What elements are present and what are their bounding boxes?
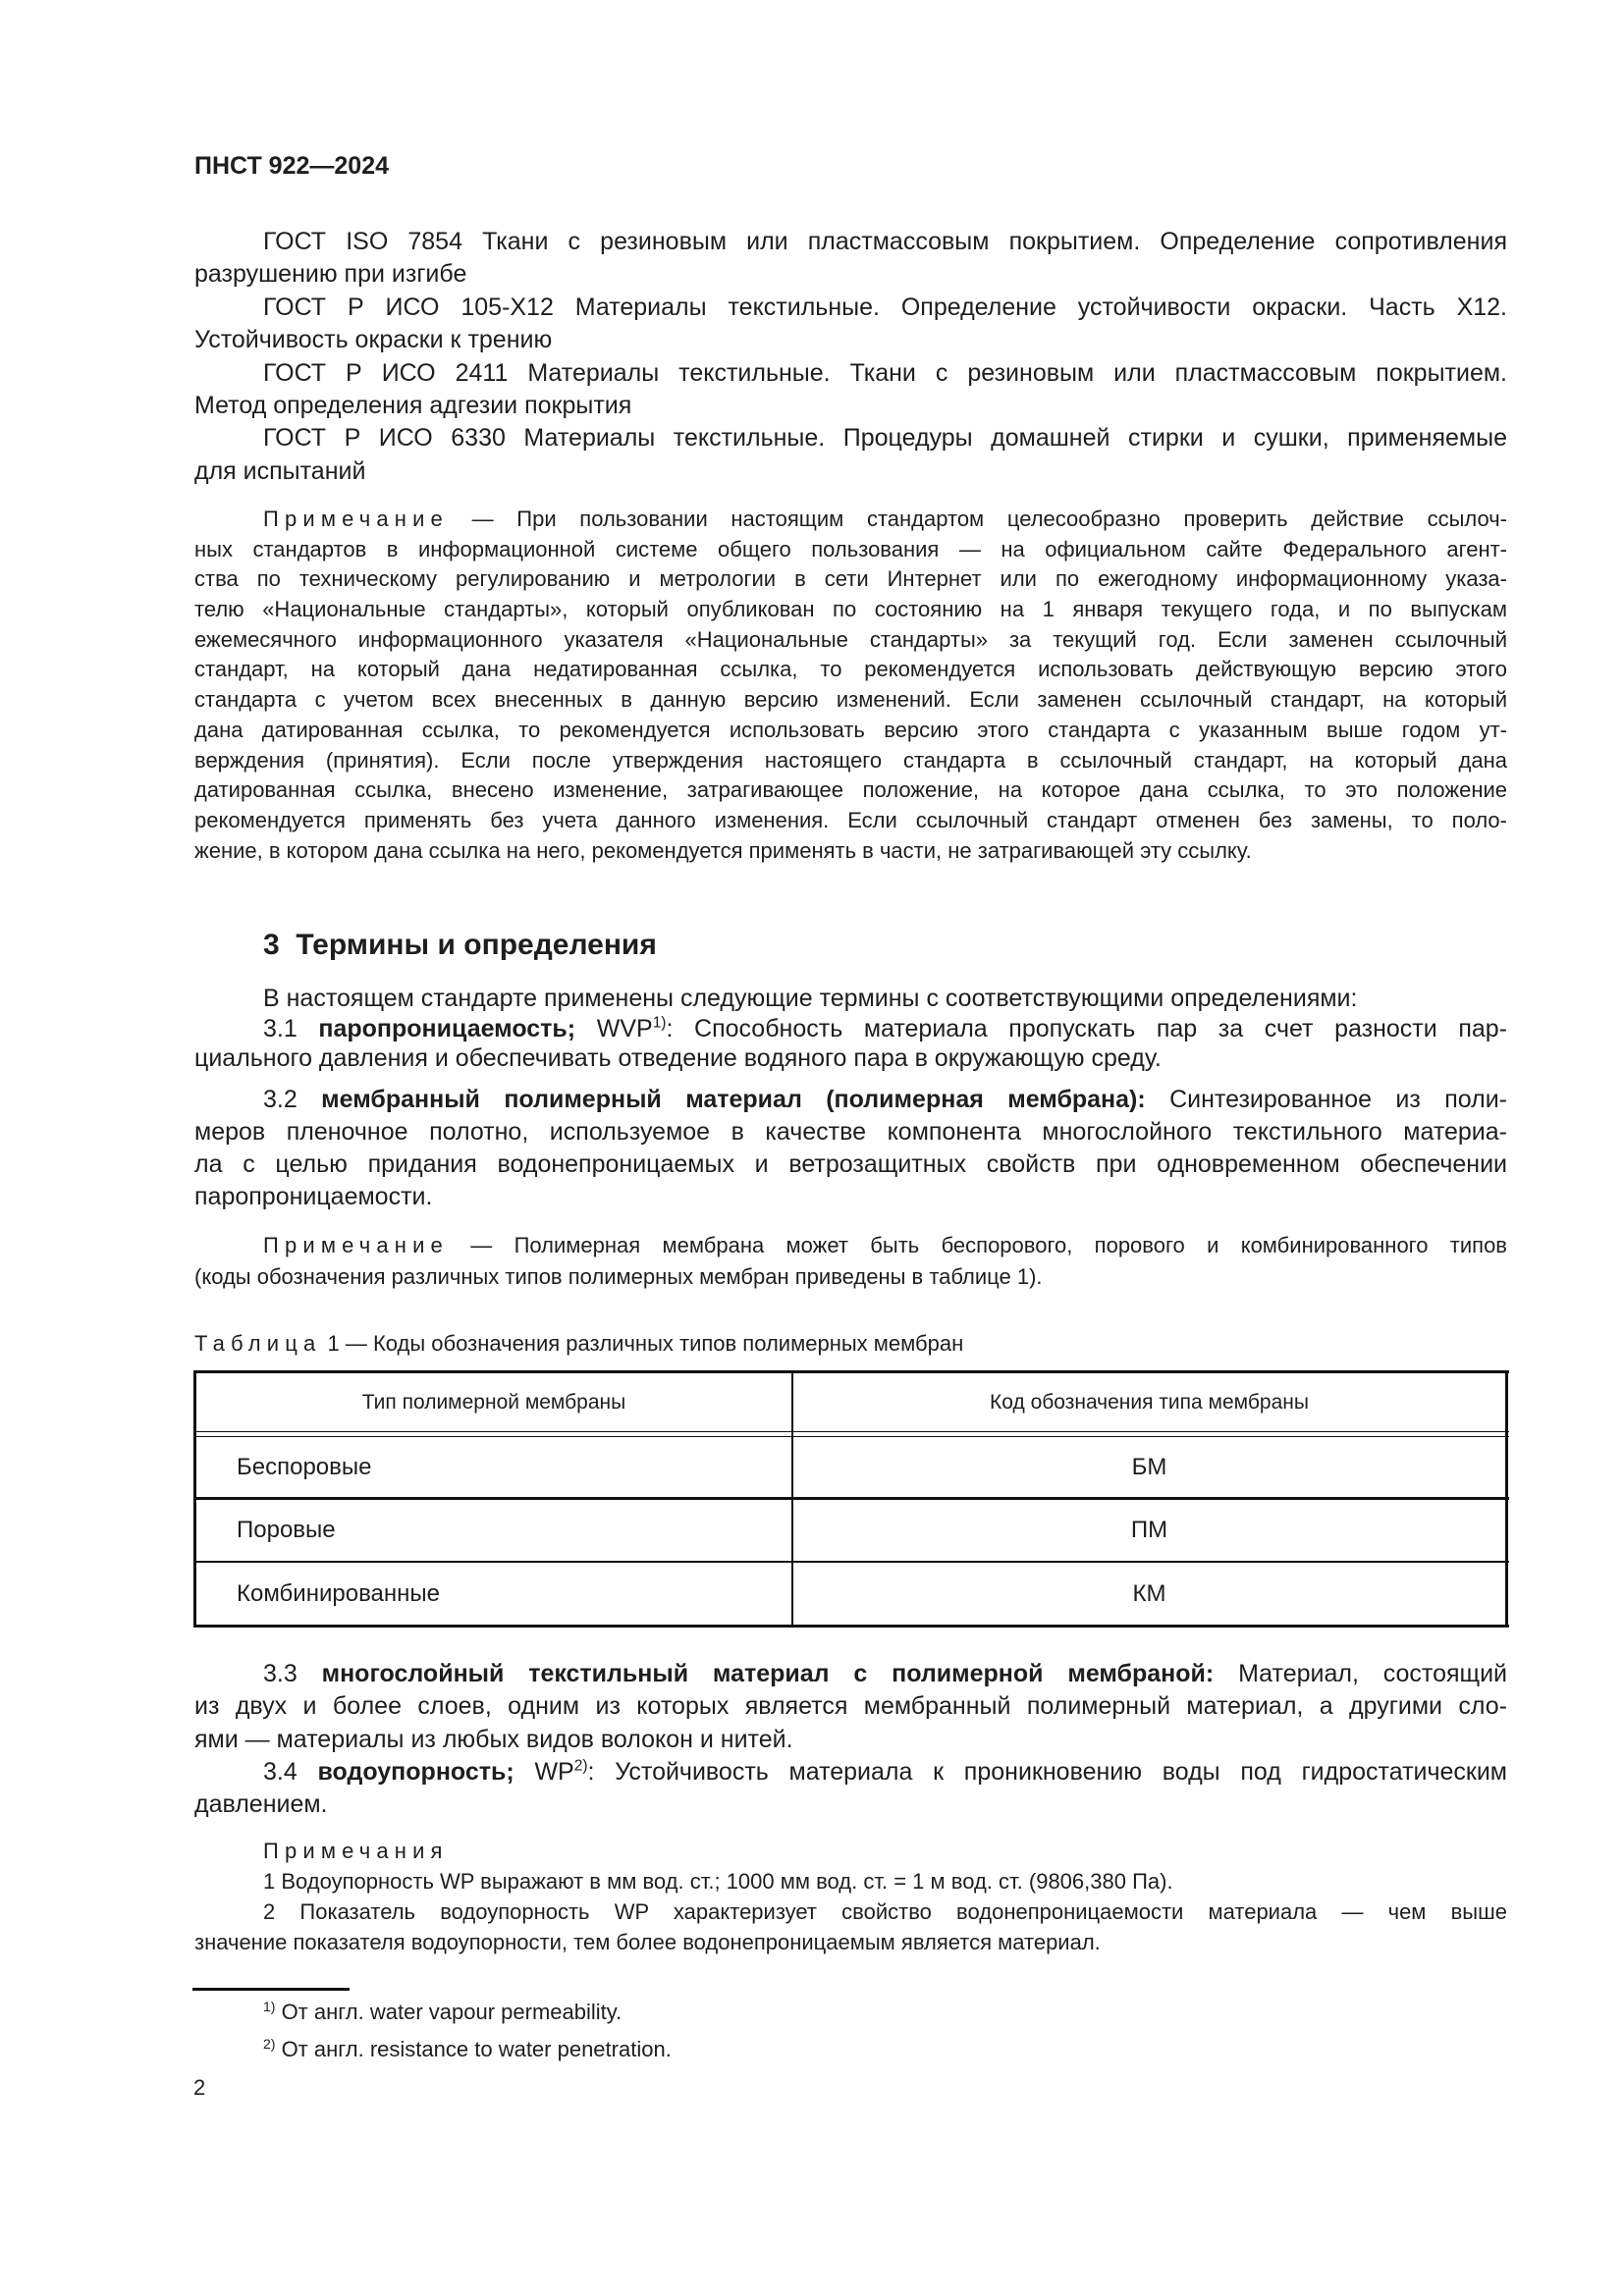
footnote-separator bbox=[192, 1988, 350, 1991]
section-heading: 3 Термины и определения bbox=[263, 929, 657, 961]
text-segment: 3.4 bbox=[263, 1757, 318, 1786]
text-segment: ГОСТ Р ИСО 2411 Материалы текстильные. Ткани с резиновым или пластмассовым покрытием. bbox=[263, 358, 1507, 387]
text-line bbox=[194, 1927, 1507, 1957]
table-caption-text: 1 — Коды обозначения различных типов полимерных мембран bbox=[321, 1331, 964, 1356]
notes-water-resistance bbox=[194, 1836, 1507, 1957]
footnote-mark: 1) bbox=[263, 1999, 276, 2014]
text-segment: Материал, состоящий bbox=[1214, 1660, 1507, 1687]
text-line bbox=[194, 625, 1507, 656]
table-border-bottom bbox=[193, 1625, 1509, 1628]
text-line bbox=[194, 1084, 1507, 1116]
text-line bbox=[194, 1690, 1507, 1723]
text-line bbox=[194, 1724, 1507, 1756]
text-line bbox=[194, 775, 1507, 806]
text-segment: Синтезированное из поли- bbox=[1145, 1086, 1507, 1113]
footnote-ref: 2) bbox=[573, 1757, 588, 1775]
text-line bbox=[194, 1148, 1507, 1181]
text-segment: 3.2 bbox=[263, 1086, 322, 1113]
table-header-type: Тип полимерной мембраны bbox=[361, 1390, 626, 1414]
text-line bbox=[194, 324, 1507, 356]
note-membrane bbox=[194, 1230, 1507, 1293]
document-code: ПНСТ 922—2024 bbox=[194, 152, 389, 180]
footnote-text: От англ. resistance to water penetration. bbox=[275, 2037, 672, 2061]
term-name: многослойный текстильный материал с полимерной мембраной: bbox=[321, 1660, 1215, 1687]
text-segment: паропроницаемости. bbox=[194, 1183, 433, 1210]
table-header-code: Код обозначения типа мембраны bbox=[990, 1390, 1309, 1414]
text-segment: из двух и более слоев, одним из которых является мембранный полимерный материал, а другими сло- bbox=[194, 1692, 1507, 1721]
text-segment: 3.1 bbox=[263, 1014, 319, 1042]
footnote-ref: 1) bbox=[652, 1013, 667, 1031]
spaced-label: Примечание bbox=[263, 1233, 449, 1257]
text-segment: меров пленочное полотно, используемое в качестве компонента многослойного текстильного материа- bbox=[194, 1118, 1507, 1146]
text-line bbox=[194, 1181, 1507, 1213]
text-segment: рекомендуется применять без учета данного изменения. Если ссылочный стандарт отменен без замены, то поло- bbox=[194, 807, 1507, 832]
text-segment: ГОСТ Р ИСО 105-X12 Материалы текстильные. Определение устойчивости окраски. Часть X12. bbox=[263, 293, 1507, 321]
text-segment: 2 Показатель водоупорность WP характеризует свойство водонепроницаемости материала — чем выше bbox=[263, 1899, 1507, 1924]
term-3-2 bbox=[194, 1084, 1507, 1213]
text-segment: Метод определения адгезии покрытия bbox=[194, 391, 632, 419]
text-line bbox=[194, 1043, 1507, 1074]
text-segment: WVP bbox=[575, 1014, 653, 1042]
text-line bbox=[194, 655, 1507, 685]
text-segment: разрушению при изгибе bbox=[194, 260, 467, 289]
text-line bbox=[194, 1658, 1507, 1690]
text-segment: дана датированная ссылка, то рекомендуется использовать версию этого стандарта с указанным выше годом ут- bbox=[194, 717, 1507, 742]
text-line bbox=[194, 455, 1507, 488]
text-segment: ГОСТ Р ИСО 6330 Материалы текстильные. Процедуры домашней стирки и сушки, применяемые bbox=[263, 424, 1507, 453]
table-cell-type: Поровые bbox=[237, 1517, 336, 1543]
text-line bbox=[194, 1789, 1507, 1821]
text-segment: : Способность материала пропускать пар за счет разности пар- bbox=[666, 1014, 1507, 1042]
text-line bbox=[194, 505, 1507, 535]
text-segment: циального давления и обеспечивать отведение водяного пара в окружающую среду. bbox=[194, 1044, 1162, 1072]
text-segment: WP bbox=[514, 1757, 574, 1786]
text-segment: — При пользовании настоящим стандартом целесообразно проверить действие ссылоч- bbox=[448, 507, 1507, 531]
text-segment: верждения (принятия). Если после утверждения настоящего стандарта в ссылочный стандарт, на который дана bbox=[194, 747, 1507, 773]
text-line bbox=[194, 226, 1507, 258]
text-line bbox=[194, 357, 1507, 390]
text-segment: 1 Водоупорность WP выражают в мм вод. ст.; 1000 мм вод. ст. = 1 м вод. ст. (9806,380 Па). bbox=[263, 1869, 1173, 1894]
term-name: мембранный полимерный материал (полимерная мембрана): bbox=[321, 1086, 1146, 1113]
text-line bbox=[194, 1014, 1507, 1044]
text-line bbox=[194, 685, 1507, 716]
text-segment: ных стандартов в информационной системе общего пользования — на официальном сайте Федерального агент- bbox=[194, 536, 1507, 561]
text-line bbox=[194, 1896, 1507, 1927]
text-segment: давлением. bbox=[194, 1790, 328, 1819]
terms-3-3-3-4 bbox=[194, 1658, 1507, 1821]
text-line bbox=[194, 806, 1507, 836]
terms-intro bbox=[194, 984, 1507, 1074]
text-line bbox=[194, 535, 1507, 565]
footnote-mark: 2) bbox=[263, 2036, 276, 2052]
text-segment: ла с целью придания водонепроницаемых и ветрозащитных свойств при одновременном обеспечении bbox=[194, 1150, 1507, 1178]
text-segment: ями — материалы из любых видов волокон и нитей. bbox=[194, 1725, 793, 1753]
text-segment: для испытаний bbox=[194, 456, 366, 485]
text-segment: телю «Национальные стандарты», который опубликован по состоянию на 1 января текущего года, и по выпускам bbox=[194, 597, 1507, 622]
footnote-1 bbox=[263, 1999, 622, 2026]
table-cell-type: Комбинированные bbox=[237, 1579, 440, 1607]
text-line bbox=[194, 1116, 1507, 1148]
text-line bbox=[194, 1756, 1507, 1789]
text-segment: — Полимерная мембрана может быть беспорового, порового и комбинированного типов bbox=[448, 1233, 1507, 1257]
note-references bbox=[194, 505, 1507, 866]
table-header-rule-1 bbox=[193, 1431, 1509, 1432]
table-cell-code: БМ bbox=[1131, 1453, 1167, 1480]
term-name: паропроницаемость; bbox=[318, 1014, 576, 1042]
text-line bbox=[194, 292, 1507, 324]
normative-references bbox=[194, 226, 1507, 488]
text-line bbox=[194, 746, 1507, 776]
table-cell-type: Беспоровые bbox=[237, 1453, 372, 1480]
text-line bbox=[194, 1230, 1507, 1261]
text-segment: значение показателя водоупорности, тем более водонепроницаемым является материал. bbox=[194, 1930, 1101, 1954]
footnote-text: От англ. water vapour permeability. bbox=[275, 2000, 623, 2024]
text-segment: : Устойчивость материала к проникновению воды под гидростатическим bbox=[587, 1757, 1507, 1786]
text-line bbox=[194, 1866, 1507, 1896]
text-line bbox=[194, 1261, 1507, 1293]
text-line bbox=[194, 390, 1507, 422]
term-name: водоупорность; bbox=[317, 1757, 514, 1786]
footnote-2 bbox=[263, 2036, 672, 2063]
table-cell-code: ПМ bbox=[1130, 1517, 1168, 1543]
text-segment: стандарта с учетом всех внесенных в данную версию изменений. Если заменен ссылочный стандарт, на который bbox=[194, 687, 1507, 713]
table-cell-code: КМ bbox=[1132, 1579, 1166, 1607]
text-segment: датированная ссылка, внесено изменение, затрагивающее положение, на которое дана ссылка, то это положение bbox=[194, 777, 1507, 803]
spaced-label: Примечания bbox=[263, 1839, 449, 1863]
spaced-label: Примечание bbox=[263, 507, 449, 531]
text-segment: жение, в котором дана ссылка на него, рекомендуется применять в части, не затрагивающей эту ссылку. bbox=[194, 837, 1252, 863]
text-segment: В настоящем стандарте применены следующие термины с соответствующими определениями: bbox=[263, 985, 1358, 1012]
text-segment: (коды обозначения различных типов полимерных мембран приведены в таблице 1). bbox=[194, 1264, 1043, 1289]
text-line bbox=[194, 564, 1507, 595]
text-line bbox=[194, 258, 1507, 291]
text-segment: ГОСТ ISO 7854 Ткани с резиновым или пластмассовым покрытием. Определение сопротивления bbox=[263, 228, 1507, 255]
text-line bbox=[194, 836, 1507, 867]
text-line bbox=[194, 716, 1507, 746]
table-caption bbox=[194, 1329, 963, 1359]
text-line bbox=[194, 984, 1507, 1014]
table-caption-label: Таблица bbox=[194, 1331, 322, 1356]
page-number: 2 bbox=[193, 2075, 206, 2100]
text-segment: ства по техническому регулированию и метрологии в сети Интернет или по ежегодному информационному указа- bbox=[194, 566, 1507, 592]
text-line bbox=[194, 422, 1507, 454]
text-line bbox=[194, 1836, 1507, 1866]
text-line bbox=[194, 595, 1507, 625]
text-segment: Устойчивость окраски к трению bbox=[194, 326, 553, 354]
text-segment: ежемесячного информационного указателя «Национальные стандарты» за текущий год. Если заменен ссылочный bbox=[194, 626, 1507, 652]
text-segment: 3.3 bbox=[263, 1660, 322, 1687]
text-segment: стандарт, на который дана недатированная ссылка, то рекомендуется использовать действующую версию этого bbox=[194, 657, 1507, 682]
